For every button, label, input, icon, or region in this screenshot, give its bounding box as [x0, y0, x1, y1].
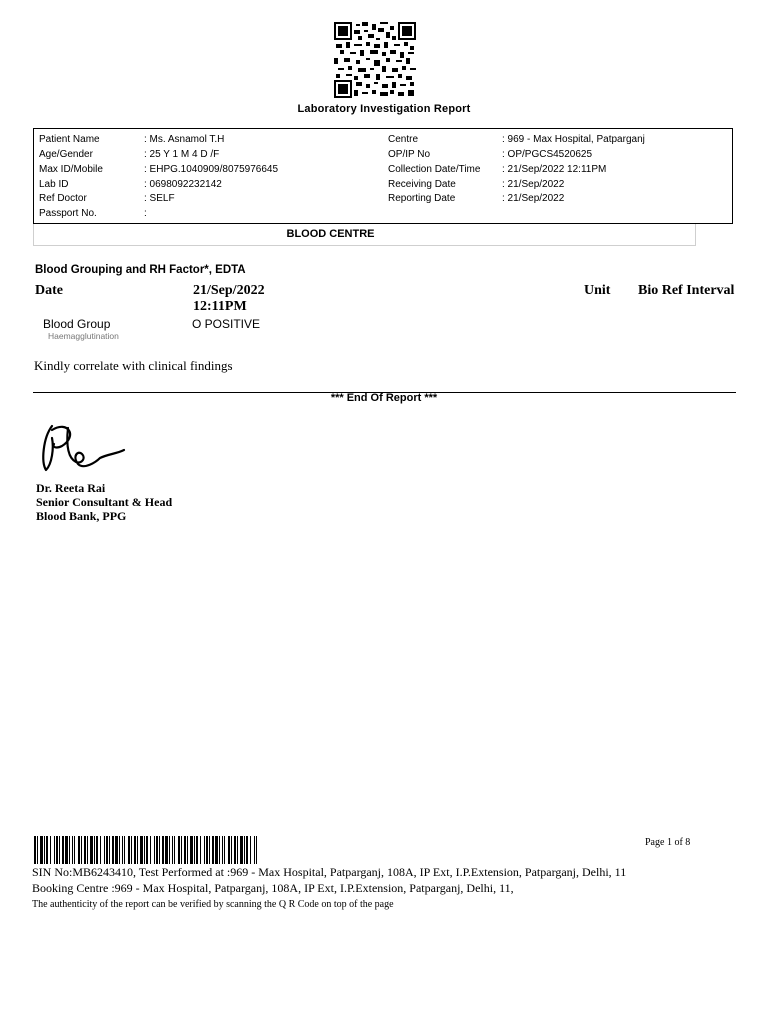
footer-authenticity-note: The authenticity of the report can be verified by scanning the Q R Code on top of the page	[32, 899, 394, 910]
receiving-date-label: Receiving Date	[388, 179, 456, 190]
collection-date-label: Collection Date/Time	[388, 164, 481, 175]
reporting-date-label: Reporting Date	[388, 193, 456, 204]
parameter-method: Haemagglutination	[48, 331, 119, 341]
signatory-name: Dr. Reeta Rai	[36, 481, 106, 495]
end-of-report: *** End Of Report ***	[330, 392, 438, 404]
footer-booking-line: Booking Centre :969 - Max Hospital, Patparganj, 108A, IP Ext, I.P.Extension, Patparganj, Delhi, 11,	[32, 881, 514, 895]
clinical-remark: Kindly correlate with clinical findings	[34, 358, 233, 373]
max-id-value: : EHPG.1040909/8075976645	[144, 164, 278, 175]
report-title: Laboratory Investigation Report	[297, 103, 471, 115]
signatory-department: Blood Bank, PPG	[36, 509, 127, 523]
bio-ref-column-header: Bio Ref Interval	[638, 283, 735, 298]
signatory-title: Senior Consultant & Head	[36, 495, 173, 509]
age-gender-value: : 25 Y 1 M 4 D /F	[144, 149, 220, 160]
qr-code-icon	[334, 22, 416, 98]
parameter-result: O POSITIVE	[192, 317, 261, 331]
patient-name-value: : Ms. Asnamol T.H	[144, 134, 225, 145]
centre-value: : 969 - Max Hospital, Patparganj	[502, 134, 645, 145]
footer-sin-line: SIN No:MB6243410, Test Performed at :969 - Max Hospital, Patparganj, 108A, IP Ext, I.P.Extension, Patparganj, Delhi, 11	[32, 865, 627, 879]
page-number: Page 1 of 8	[645, 837, 691, 848]
date-column-header: Date	[35, 283, 63, 298]
reporting-date-value: : 21/Sep/2022	[502, 193, 565, 204]
ref-doctor-label: Ref Doctor	[39, 193, 87, 204]
ref-doctor-value: : SELF	[144, 193, 175, 204]
centre-label: Centre	[388, 134, 419, 145]
age-gender-label: Age/Gender	[39, 149, 93, 160]
barcode-icon	[34, 836, 257, 864]
result-datetime-header: 21/Sep/2022 12:11PM	[193, 283, 265, 314]
op-ip-value: : OP/PGCS4520625	[502, 149, 593, 160]
max-id-label: Max ID/Mobile	[39, 164, 103, 175]
op-ip-label: OP/IP No	[388, 149, 431, 160]
test-heading: Blood Grouping and RH Factor*, EDTA	[35, 264, 246, 276]
receiving-date-value: : 21/Sep/2022	[502, 179, 565, 190]
patient-name-label: Patient Name	[39, 134, 100, 145]
passport-label: Passport No.	[39, 208, 97, 219]
lab-id-value: : 0698092232142	[144, 179, 222, 190]
passport-value: :	[144, 208, 147, 219]
patient-details-box	[33, 128, 733, 224]
signature-icon	[38, 418, 138, 478]
unit-column-header: Unit	[584, 283, 611, 298]
lab-id-label: Lab ID	[39, 179, 69, 190]
department-title: BLOOD CENTRE	[286, 228, 375, 240]
collection-date-value: : 21/Sep/2022 12:11PM	[502, 164, 607, 175]
parameter-name: Blood Group	[43, 317, 111, 331]
